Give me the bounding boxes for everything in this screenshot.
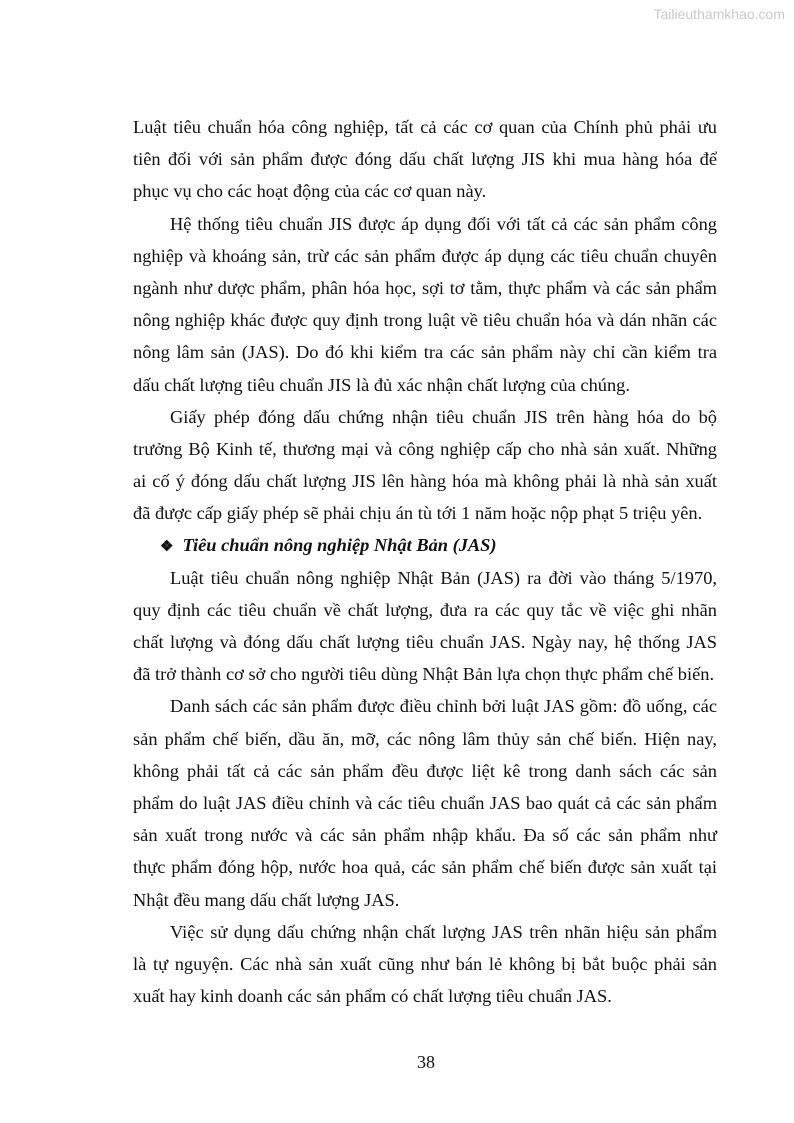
text-line: Giấy phép đóng dấu chứng nhận tiêu chuẩn JIS trên hàng hóa do bộ: [170, 406, 717, 427]
text-line: Danh sách các sản phẩm được điều chỉnh bởi luật JAS gồm: đồ uống, các: [170, 696, 717, 717]
text-line: phẩm do luật JAS điều chỉnh và các tiêu chuẩn JAS bao quát cả các sản phẩm: [133, 792, 717, 813]
text-line: tiên đối với sản phẩm được đóng dấu chất lượng JIS khi mua hàng hóa để: [133, 149, 717, 170]
text-line: thực phẩm đóng hộp, nước hoa quả, các sản phẩm chế biến được sản xuất tại: [133, 857, 717, 878]
paragraph: [133, 111, 717, 208]
text-line: đã trở thành cơ sở cho người tiêu dùng Nhật Bản lựa chọn thực phẩm chế biến.: [133, 664, 715, 685]
page-number: 38: [417, 1052, 435, 1072]
text-line: Hệ thống tiêu chuẩn JIS được áp dụng đối với tất cả các sản phẩm công: [170, 213, 717, 234]
text-line: Luật tiêu chuẩn nông nghiệp Nhật Bản (JAS) ra đời vào tháng 5/1970,: [170, 567, 717, 588]
paragraph: [133, 208, 717, 401]
paragraph: [133, 562, 717, 691]
text-line: phục vụ cho các hoạt động của các cơ quan này.: [133, 181, 487, 202]
text-line: Nhật đều mang dấu chất lượng JAS.: [133, 889, 400, 910]
section-heading: [133, 529, 717, 561]
heading-text: Tiêu chuẩn nông nghiệp Nhật Bản (JAS): [182, 535, 497, 556]
text-line: sản xuất trong nước và các sản phẩm nhập khẩu. Đa số các sản phẩm như: [133, 825, 717, 846]
text-line: ngành như dược phẩm, phân hóa học, sợi tơ tằm, thực phẩm và các sản phẩm: [133, 277, 717, 298]
document-body: [133, 111, 717, 1012]
text-line: nghiệp và khoáng sản, trừ các sản phẩm được áp dụng các tiêu chuẩn chuyên: [133, 245, 717, 266]
text-line: Luật tiêu chuẩn hóa công nghiệp, tất cả các cơ quan của Chính phủ phải ưu: [133, 117, 717, 137]
text-line: xuất hay kinh doanh các sản phẩm có chất lượng tiêu chuẩn JAS.: [133, 986, 612, 1007]
text-line: quy định các tiêu chuẩn về chất lượng, đưa ra các quy tắc về việc ghi nhãn: [133, 599, 717, 620]
text-line: đã được cấp giấy phép sẽ phải chịu án tù tới 1 năm hoặc nộp phạt 5 triệu yên.: [133, 503, 703, 524]
watermark: Tailieuthamkhao.com: [653, 6, 785, 22]
paragraph: [133, 916, 717, 1013]
text-line: dấu chất lượng tiêu chuẩn JIS là đủ xác nhận chất lượng của chúng.: [133, 374, 630, 395]
text-line: chất lượng và đóng dấu chất lượng tiêu chuẩn JAS. Ngày nay, hệ thống JAS: [133, 632, 717, 652]
text-line: nông lâm sản (JAS). Do đó khi kiểm tra các sản phẩm này chỉ cần kiểm tra: [133, 342, 717, 363]
text-line: sản phẩm chế biến, dầu ăn, mỡ, các nông lâm thủy sản chế biến. Hiện nay,: [133, 728, 717, 749]
paragraph: [133, 690, 717, 915]
text-line: ai cố ý đóng dấu chất lượng JIS lên hàng hóa mà không phải là nhà sản xuất: [133, 471, 717, 492]
text-line: là tự nguyện. Các nhà sản xuất cũng như bán lẻ không bị bắt buộc phải sản: [133, 953, 717, 974]
text-line: không phải tất cả các sản phẩm đều được liệt kê trong danh sách các sản: [133, 760, 717, 781]
paragraph: [133, 401, 717, 530]
text-line: trưởng Bộ Kinh tế, thương mại và công nghiệp cấp cho nhà sản xuất. Những: [133, 438, 717, 459]
diamond-bullet-icon: ❖: [160, 539, 174, 556]
text-line: nông nghiệp khác được quy định trong luật về tiêu chuẩn hóa và dán nhãn các: [133, 310, 717, 331]
text-line: Việc sử dụng dấu chứng nhận chất lượng JAS trên nhãn hiệu sản phẩm: [170, 921, 717, 942]
